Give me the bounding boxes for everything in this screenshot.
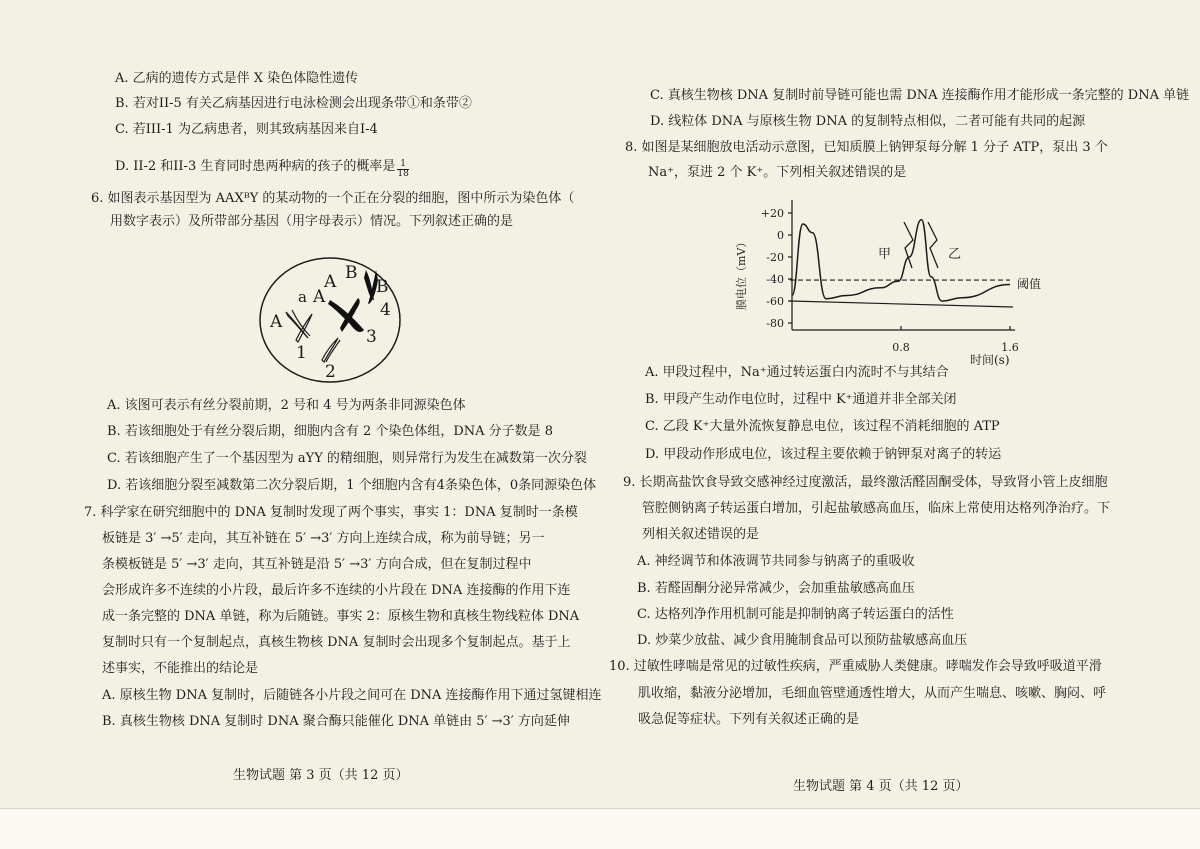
- q-6c-line: C. 若该细胞产生了一个基因型为 aYY 的精细胞，则异常行为发生在减数第一次分裂: [107, 451, 587, 466]
- q-7d-line: D. 线粒体 DNA 与原核生物 DNA 的复制特点相似，二者可能有共同的起源: [650, 114, 1086, 129]
- segment-break-mark-2: [928, 222, 938, 268]
- chromosome-2: [322, 338, 340, 362]
- segment-label-yi: 乙: [948, 247, 962, 262]
- y-tick-label: -60: [766, 295, 784, 308]
- q-9l1-line: 9. 长期高盐饮食导致交感神经过度激活，最终激活醛固酮受体，导致肾小管上皮细胞: [623, 475, 1108, 490]
- q-7l5-line: 成一条完整的 DNA 单链，称为后随链。事实 2：原核生物和真核生物线粒体 DNA: [102, 609, 580, 624]
- y-tick-label: -40: [766, 273, 784, 286]
- q-9a-line: A. 神经调节和体液调节共同参与钠离子的重吸收: [637, 554, 915, 569]
- q-7l6-line: 复制时只有一个复制起点，真核生物核 DNA 复制时会出现多个复制起点。基于上: [102, 635, 571, 650]
- q-9l2-line: 管腔侧钠离子转运蛋白增加，引起盐敏感高血压，临床上常使用达格列净治疗。下: [642, 501, 1111, 516]
- membrane-potential-chart: [730, 190, 1050, 370]
- y-tick-label: 0: [777, 229, 784, 242]
- segment-label-jia: 甲: [878, 247, 892, 262]
- q-7a-line: A. 原核生物 DNA 复制时，后随链各小片段之间可在 DNA 连接酶作用下通过氢键相连: [102, 688, 602, 703]
- q-8b-line: B. 甲段产生动作电位时，过程中 K⁺通道并非全部关闭: [645, 392, 957, 407]
- q-10l2-line: 肌收缩，黏液分泌增加，毛细血管壁通透性增大，从而产生喘息、咳嗽、胸闷、呼: [638, 686, 1107, 701]
- y-tick-label: -80: [766, 317, 784, 330]
- right-page-footer: 生物试题 第 4 页（共 12 页）: [793, 779, 969, 794]
- q-9l3-line: 列相关叙述错误的是: [642, 527, 760, 542]
- cell-label: B: [345, 263, 358, 283]
- q-9d-line: D. 炒菜少放盐、减少食用腌制食品可以预防盐敏感高血压: [637, 633, 968, 648]
- resting-potential-line: [790, 301, 1013, 307]
- probability-fraction: [397, 160, 408, 179]
- q-9b-line: B. 若醛固酮分泌异常减少，会加重盐敏感高血压: [637, 581, 915, 596]
- q-8l2-line: Na⁺，泵进 2 个 K⁺。下列相关叙述错误的是: [648, 165, 907, 180]
- q-7c-line: C. 真核生物核 DNA 复制时前导链可能也需 DNA 连接酶作用才能形成一条完整的 DNA 单链: [650, 88, 1190, 103]
- cell-label: B: [376, 277, 389, 297]
- q-7l3-line: 条模板链是 5′ →3′ 走向，其互补链是沿 5′ →3′ 方向合成，但在复制过程中: [102, 557, 532, 572]
- q-9c-line: C. 达格列净作用机制可能是抑制钠离子转运蛋白的活性: [637, 607, 954, 622]
- q-7l7-line: 述事实，不能推出的结论是: [102, 661, 259, 676]
- cell-label: a: [298, 288, 307, 306]
- q-5c-line: C. 若III-1 为乙病患者，则其致病基因来自I-4: [115, 122, 378, 137]
- membrane-potential-trace: [792, 220, 1010, 301]
- cell-division-diagram: [255, 255, 405, 385]
- chart-axes: [792, 200, 1015, 330]
- q-8d-line: D. 甲段动作形成电位，该过程主要依赖于钠钾泵对离子的转运: [645, 447, 1002, 462]
- q-8l1-line: 8. 如图是某细胞放电活动示意图，已知质膜上钠钾泵每分解 1 分子 ATP，泵出 3 个: [625, 140, 1108, 155]
- q-5a-line: A. 乙病的遗传方式是伴 X 染色体隐性遗传: [115, 71, 359, 86]
- x-axis-label: 时间(s): [970, 353, 1010, 367]
- q-7l1-line: 7. 科学家在研究细胞中的 DNA 复制时发现了两个事实，事实 1：DNA 复制时一条模: [84, 505, 578, 520]
- q-6b-line: B. 若该细胞处于有丝分裂后期，细胞内含有 2 个染色体组，DNA 分子数是 8: [107, 424, 554, 439]
- cell-label: 4: [380, 300, 391, 320]
- q-7l2-line: 板链是 3′ →5′ 走向，其互补链在 5′ →3′ 方向上连续合成，称为前导链；另一: [102, 531, 545, 546]
- q-5b-line: B. 若对II-5 有关乙病基因进行电泳检测会出现条带①和条带②: [115, 96, 472, 111]
- x-tick-label: 1.6: [1001, 341, 1019, 354]
- fraction-denominator: 18: [397, 169, 409, 179]
- fraction-numerator: 1: [397, 160, 408, 170]
- q-6a-line: A. 该图可表示有丝分裂前期，2 号和 4 号为两条非同源染色体: [107, 398, 466, 413]
- cell-labels: [269, 263, 391, 382]
- q-10l3-line: 吸急促等症状。下列有关叙述正确的是: [638, 712, 860, 727]
- threshold-label: 阈值: [1017, 277, 1042, 291]
- chromosome-1: [286, 310, 312, 342]
- q-8c-line: C. 乙段 K⁺大量外流恢复静息电位，该过程不消耗细胞的 ATP: [645, 419, 1000, 434]
- cell-label: A: [270, 312, 283, 332]
- y-tick-label: -20: [766, 251, 784, 264]
- x-tick-label: 0.8: [892, 341, 910, 354]
- q-6d-line: D. 若该细胞分裂至减数第二次分裂后期，1 个细胞内含有4条染色体，0条同源染色体: [107, 478, 597, 493]
- cell-label: 3: [366, 327, 377, 347]
- q-8a-line: A. 甲段过程中，Na⁺通过转运蛋白内流时不与其结合: [645, 365, 949, 380]
- q-7l4-line: 会形成许多不连续的小片段，最后许多不连续的小片段在 DNA 连接酶的作用下连: [102, 583, 571, 598]
- q5-option-d: [115, 158, 409, 179]
- cell-label: 2: [325, 362, 336, 382]
- q-6l2-line: 用数字表示）及所带部分基因（用字母表示）情况。下列叙述正确的是: [110, 214, 514, 229]
- left-page-footer: 生物试题 第 3 页（共 12 页）: [233, 768, 409, 783]
- page-bottom-edge: [0, 808, 1200, 849]
- chromosome-3: [328, 298, 364, 332]
- cell-label: A: [324, 272, 337, 292]
- q5-option-d-text: D. II-2 和II-3 生育同时患两种病的孩子的概率是: [115, 159, 396, 174]
- q-6l1-line: 6. 如图表示基因型为 AAXᴮY 的某动物的一个正在分裂的细胞，图中所示为染色体（: [91, 191, 575, 206]
- y-axis-label: 膜电位（mV）: [735, 236, 748, 310]
- q-7b-line: B. 真核生物核 DNA 复制时 DNA 聚合酶只能催化 DNA 单链由 5′ →3′ 方向延伸: [102, 714, 570, 729]
- q-10l1-line: 10. 过敏性哮喘是常见的过敏性疾病，严重威胁人类健康。哮喘发作会导致呼吸道平滑: [609, 659, 1102, 674]
- cell-label: 1: [296, 343, 307, 363]
- cell-label: A: [313, 287, 326, 307]
- y-tick-label: +20: [760, 207, 784, 220]
